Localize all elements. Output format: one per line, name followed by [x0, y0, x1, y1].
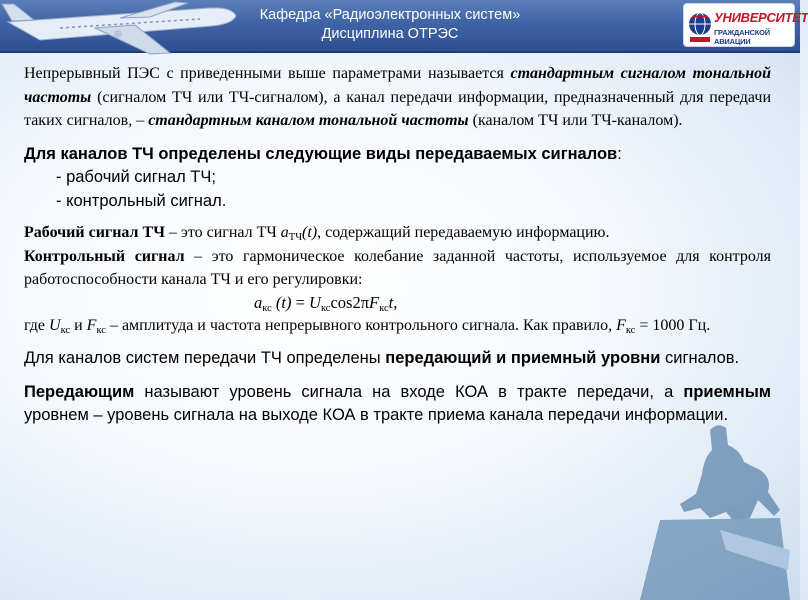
globe-icon — [687, 8, 713, 44]
university-logo — [683, 3, 808, 47]
text: , содержащий передаваемую информацию. — [317, 224, 610, 241]
symbol: F — [616, 316, 626, 334]
symbol: F — [369, 292, 380, 312]
text: – амплитуда и частота непрерывного контрольного сигнала. Как правило, — [105, 316, 617, 334]
text: – это сигнал ТЧ — [164, 224, 281, 241]
header-title — [200, 6, 580, 44]
paragraph-levels — [24, 347, 771, 371]
list-item: - рабочий сигнал ТЧ; — [56, 168, 216, 186]
term-standard-channel: стандартным каналом тональной частоты — [148, 112, 469, 129]
symbol: a — [280, 224, 289, 241]
symbol: U — [49, 316, 61, 334]
symbol: a — [254, 292, 263, 312]
term-working-signal: Рабочий сигнал ТЧ — [24, 224, 165, 241]
symbol: U — [309, 292, 321, 312]
monument-watermark — [640, 400, 800, 600]
formula — [24, 292, 771, 314]
subscript: кс — [96, 324, 106, 336]
paragraph-amplitude-frequency — [24, 314, 771, 338]
text: (сигналом ТЧ или ТЧ-сигналом), а канал передачи информации, предназначенный для передачи таких сигналов, – — [24, 88, 771, 129]
term-control-signal: Контрольный сигнал — [24, 247, 185, 265]
subscript: кс — [262, 302, 272, 314]
logo-text: УНИВЕРСИТЕТ — [714, 10, 808, 25]
discipline-title: Дисциплина ОТРЭС — [321, 26, 459, 42]
paragraph-level-definitions — [24, 381, 771, 428]
paragraph-working-signal — [24, 221, 771, 245]
subscript: кс — [320, 302, 331, 314]
term-transmitting: Передающим — [24, 382, 135, 401]
text: : — [617, 144, 622, 163]
text: сигналов. — [660, 349, 740, 367]
symbol: = — [291, 292, 310, 312]
paragraph-control-signal — [24, 245, 771, 292]
subscript: кс — [60, 324, 71, 336]
department-title: Кафедра «Радиоэлектронных систем» — [259, 7, 521, 23]
subscript: ТЧ — [288, 232, 303, 243]
term-levels: передающий и приемный уровни — [385, 349, 661, 367]
term-receiving: приемным — [683, 382, 771, 401]
logo-subtitle: ГРАЖДАНСКОЙ АВИАЦИИ — [714, 28, 770, 46]
text: Непрерывный ПЭС с приведенными выше параметрами называется — [24, 65, 511, 82]
paragraph-definition — [24, 62, 771, 133]
subscript: кс — [625, 324, 636, 336]
symbol: (t) — [302, 224, 318, 241]
text: = 1000 Гц. — [635, 316, 711, 334]
symbol: (t) — [271, 292, 292, 312]
text: (каналом ТЧ или ТЧ-каналом). — [468, 112, 683, 129]
symbol: t — [388, 292, 394, 312]
text: уровнем – уровень сигнала на выходе КОА в тракте приема канала передачи информации. — [24, 406, 729, 424]
text: Для каналов систем передачи ТЧ определены — [24, 349, 386, 367]
term-standard-signal: стандартным сигналом тональной частоты — [24, 65, 771, 106]
subscript: кс — [379, 302, 389, 314]
text: где — [24, 316, 50, 334]
symbol: F — [86, 316, 97, 334]
slide-content — [24, 62, 771, 428]
signal-types-heading: Для каналов ТЧ определены следующие виды передаваемых сигналов — [24, 144, 618, 163]
text: и — [70, 316, 87, 334]
paragraph-signal-types — [24, 143, 771, 214]
header-bar — [0, 0, 808, 53]
text: – это гармоническое колебание заданной частоты, используемое для контроля работоспособности канала ТЧ и его регулировки: — [24, 247, 771, 288]
symbol: , — [393, 292, 398, 312]
list-item: - контрольный сигнал. — [56, 191, 227, 210]
symbol: cos2π — [330, 292, 370, 312]
text: называют уровень сигнала на входе КОА в тракте передачи, а — [134, 382, 684, 401]
